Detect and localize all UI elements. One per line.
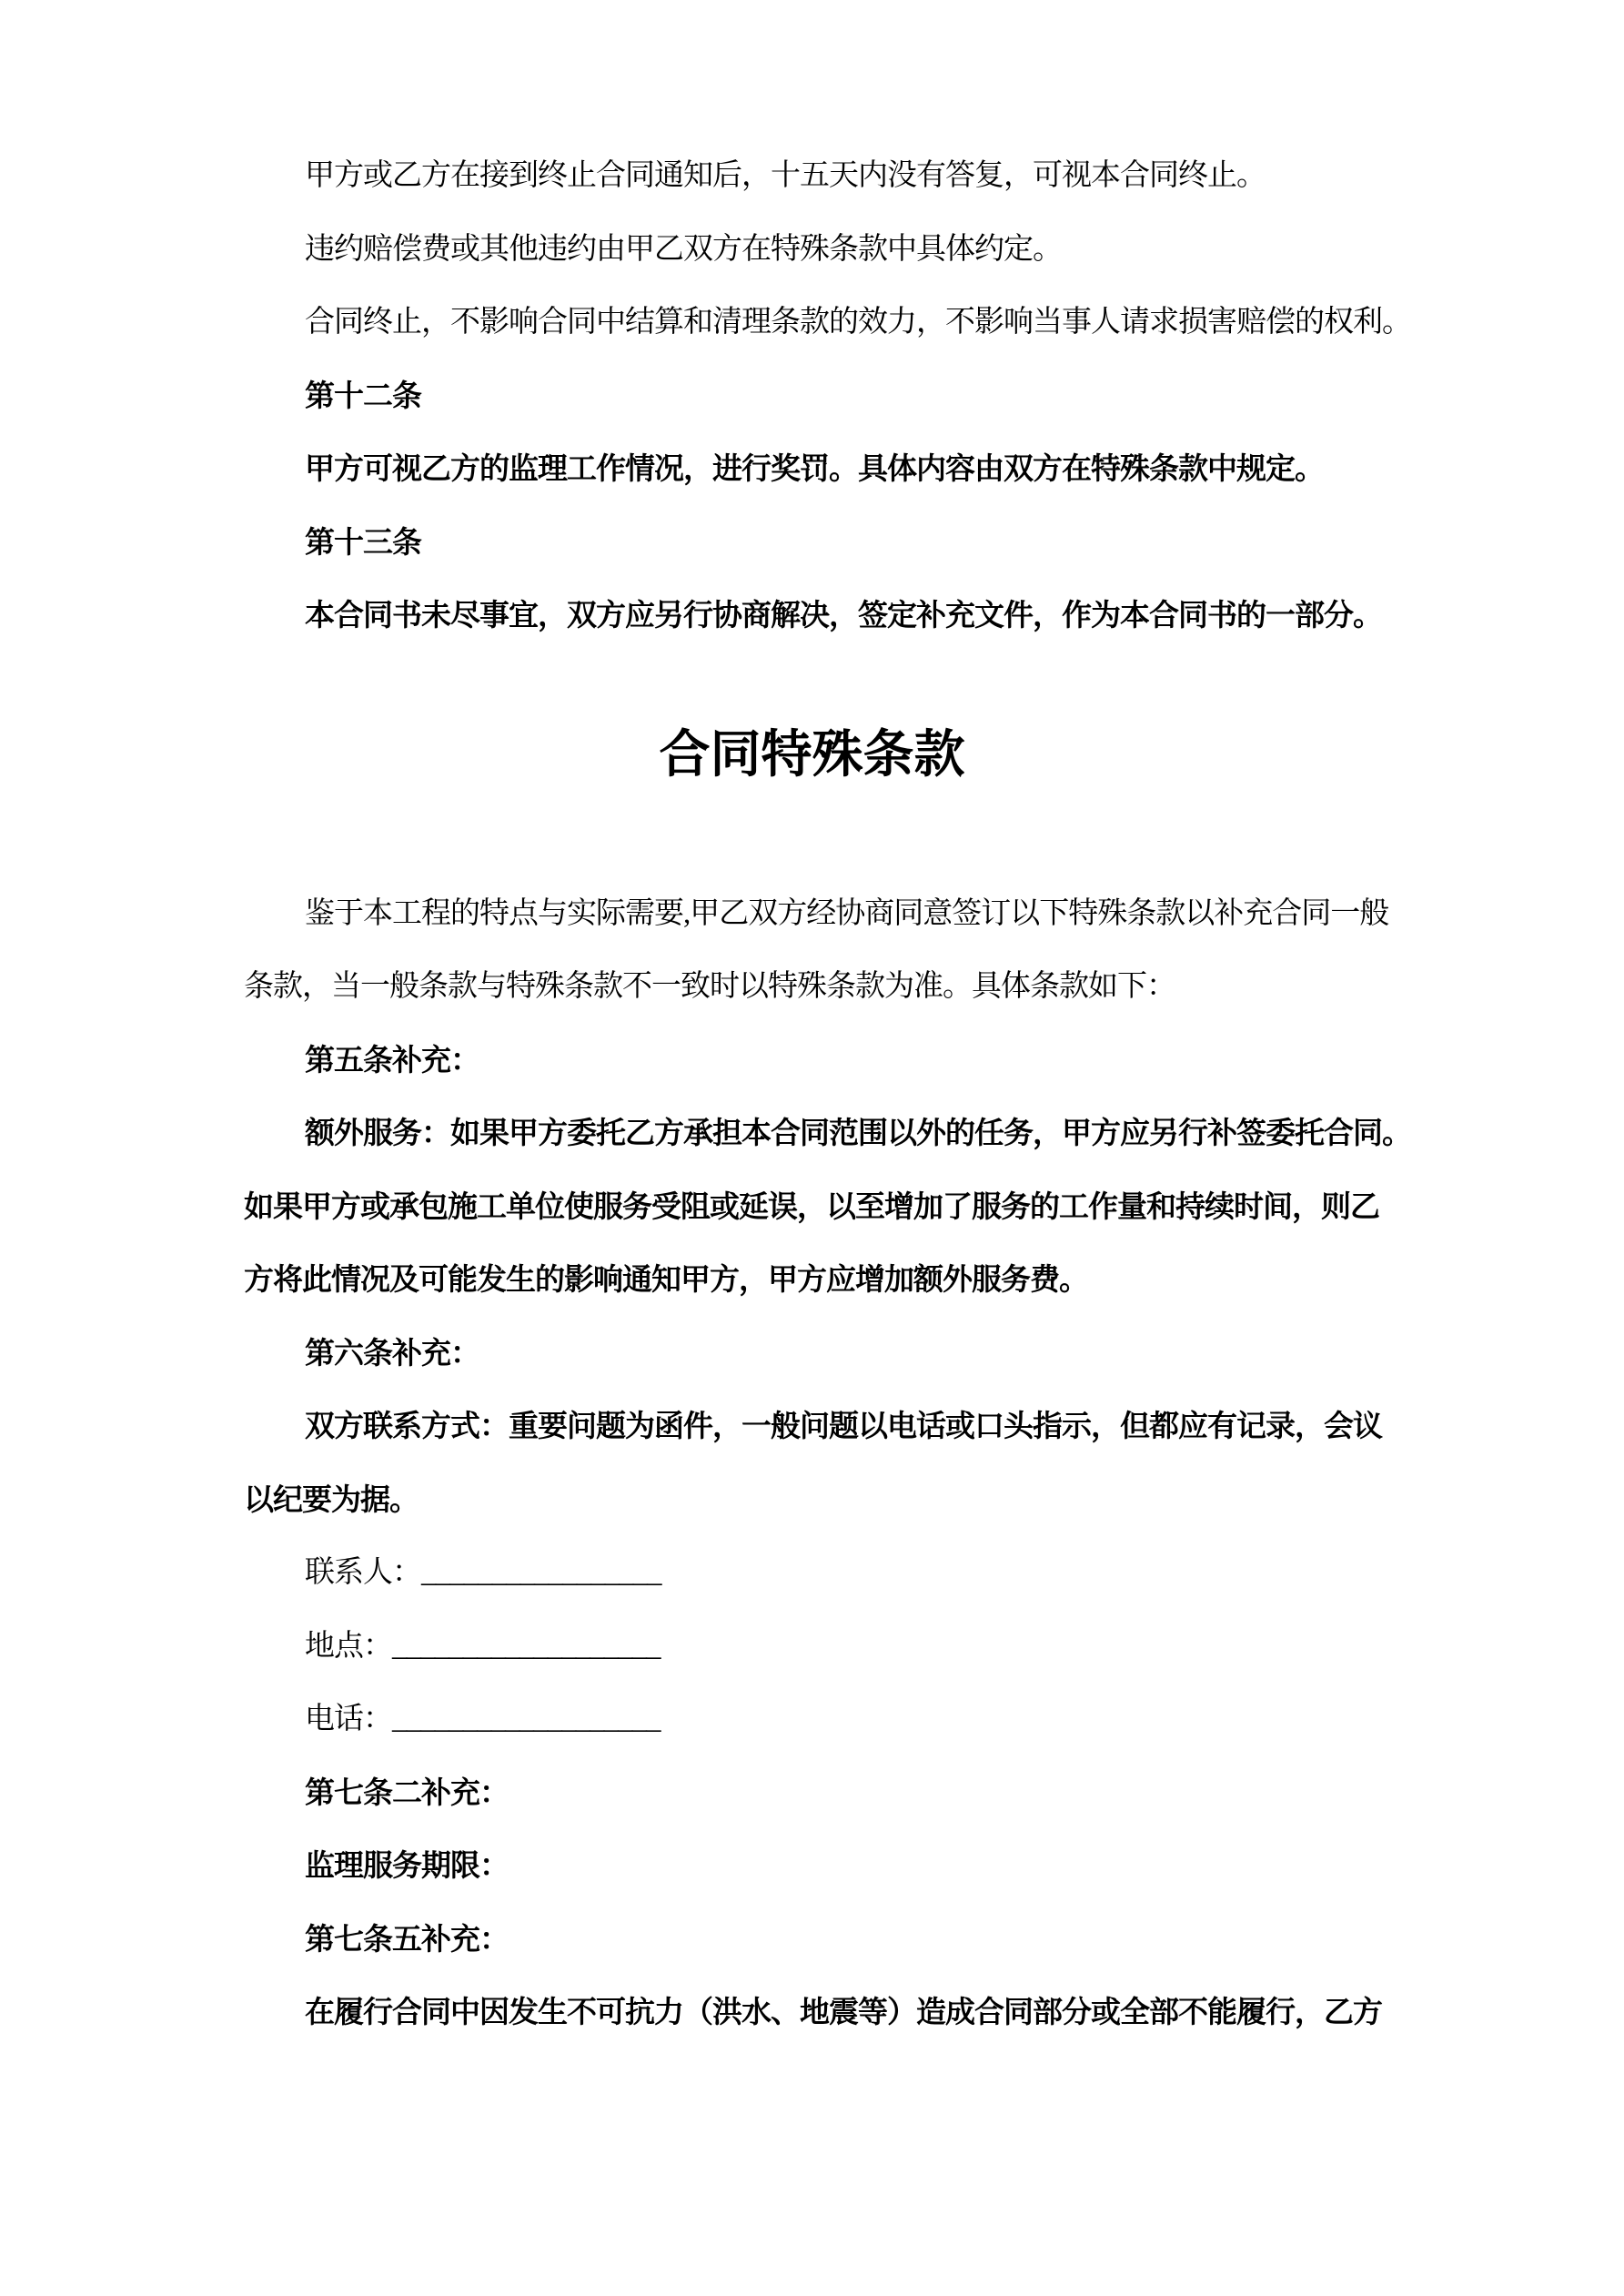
- paragraph-line: 如果甲方或承包施工单位使服务受阻或延误，以至增加了服务的工作量和持续时间，则乙: [244, 1188, 1379, 1223]
- section-heading: 合同特殊条款: [659, 726, 965, 784]
- paragraph-line: 在履行合同中因发生不可抗力（洪水、地震等）造成合同部分或全部不能履行，乙方: [305, 1995, 1382, 2028]
- special-terms-section: [0, 877, 1624, 2049]
- paragraph-line: 第五条补充：: [305, 1042, 479, 1077]
- paragraph-line: 第七条五补充：: [305, 1921, 509, 1956]
- paragraph-line: 违约赔偿费或其他违约由甲乙双方在特殊条款中具体约定。: [305, 232, 1062, 266]
- paragraph-line: 额外服务：如果甲方委托乙方承担本合同范围以外的任务，甲方应另行补签委托合同。: [305, 1116, 1411, 1149]
- paragraph-line: 甲方可视乙方的监理工作情况，进行奖罚。具体内容由双方在特殊条款中规定。: [305, 451, 1324, 485]
- paragraph-line: 监理服务期限：: [305, 1848, 509, 1882]
- paragraph-line: 方将此情况及可能发生的影响通知甲方，甲方应增加额外服务费。: [244, 1262, 1088, 1296]
- paragraph-line: 甲方或乙方在接到终止合同通知后，十五天内没有答复，可视本合同终止。: [305, 159, 1266, 192]
- paragraph-line: 电话：___________________: [305, 1703, 661, 1735]
- paragraph-line: 第七条二补充：: [305, 1775, 509, 1809]
- paragraph-line: 合同终止，不影响合同中结算和清理条款的效力，不影响当事人请求损害赔偿的权利。: [305, 306, 1411, 339]
- paragraph-line: 鉴于本工程的特点与实际需要,甲乙双方经协商同意签订以下特殊条款以补充合同一般: [305, 896, 1389, 930]
- paragraph-line: 条款，当一般条款与特殊条款不一致时以特殊条款为准。具体条款如下：: [244, 970, 1175, 1003]
- paragraph-line: 以纪要为据。: [244, 1482, 419, 1516]
- paragraph-line: 第六条补充：: [305, 1335, 479, 1370]
- paragraph-line: 第十三条: [305, 524, 421, 559]
- general-terms-section: [0, 139, 1624, 652]
- paragraph-line: 本合同书未尽事宜，双方应另行协商解决，签定补充文件，作为本合同书的一部分。: [305, 598, 1382, 632]
- paragraph-line: 联系人：_________________: [305, 1556, 661, 1589]
- paragraph-line: 双方联系方式：重要问题为函件，一般问题以电话或口头指示，但都应有记录，会议: [305, 1409, 1382, 1442]
- paragraph-line: 地点：___________________: [305, 1629, 661, 1663]
- paragraph-line: 第十二条: [305, 378, 421, 412]
